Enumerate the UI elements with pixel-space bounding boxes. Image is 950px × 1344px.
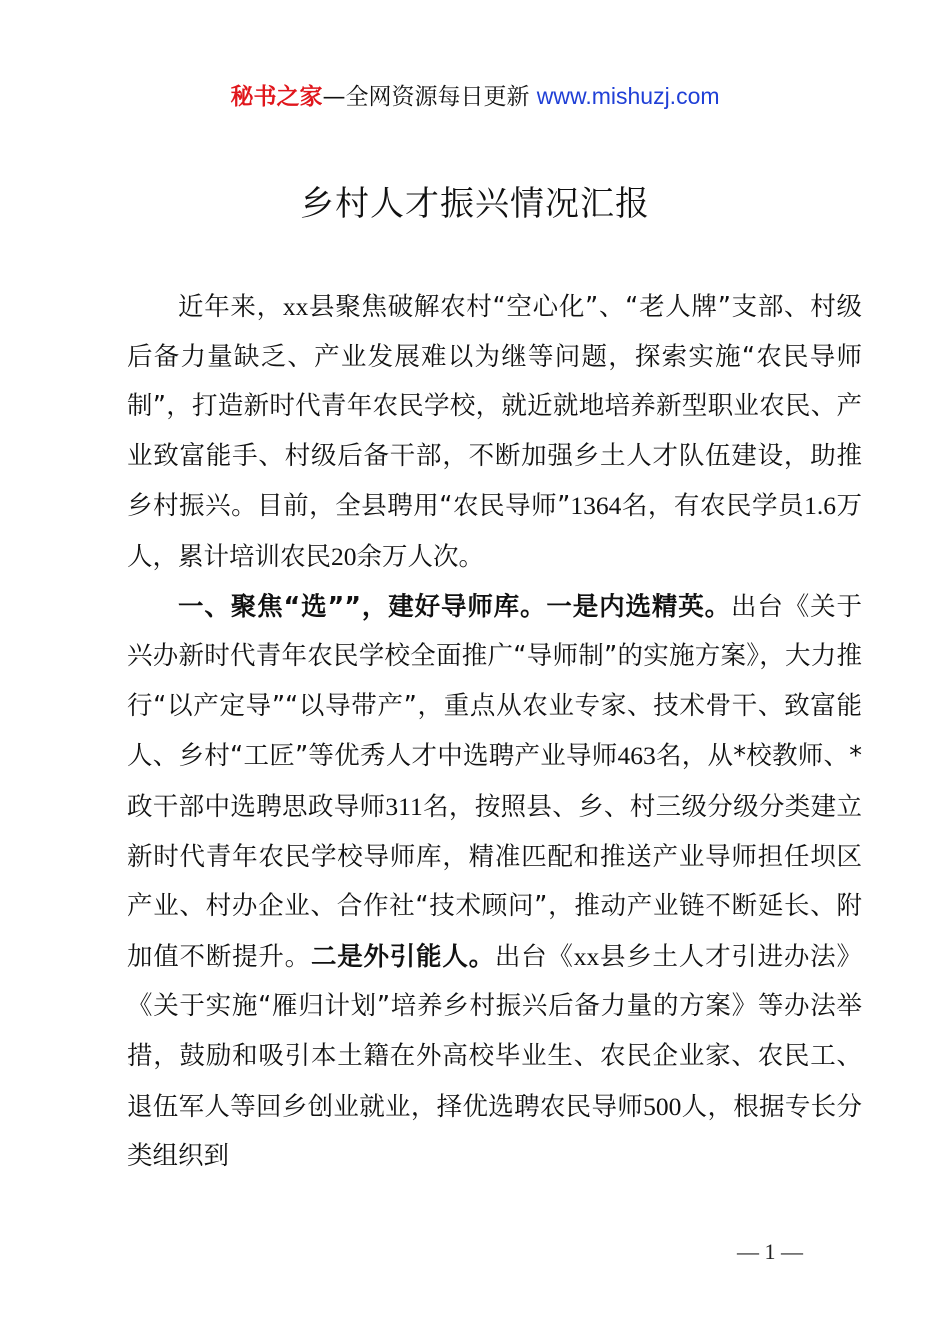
- section1-county-code: xx: [573, 941, 600, 971]
- intro-text-3: 名，有农民学员: [621, 491, 805, 522]
- intro-text-5: 余万人次。: [356, 541, 485, 572]
- intro-text-1: 近年来，: [178, 292, 283, 322]
- document-body: [127, 282, 862, 1182]
- intro-county-code: xx: [282, 292, 309, 321]
- section1-second-title: 外引能人。: [363, 941, 495, 972]
- site-url-link[interactable]: www.mishuzj.com: [536, 83, 720, 109]
- section1-industry-mentor-count: 463: [617, 741, 656, 771]
- section1-political-mentor-count: 311: [385, 791, 423, 821]
- banner-tagline: —全网资源每日更新: [322, 84, 537, 110]
- document-title: 乡村人才振兴情况汇报: [300, 184, 650, 224]
- section1-heading: 一、聚焦“选””，建好导师库。: [178, 591, 547, 622]
- brand-name: 秘书之家: [230, 84, 323, 110]
- section1-first-label: 一是: [546, 591, 600, 622]
- section1-text-3: 名，按照县、乡、村三级分级分类建立新时代青年农民学校导师库，精准匹配和推送产业导师担任坝区产业、村办企业、合作社“技术顾问”，推动产业链不断延长、附加值不断提升。: [127, 791, 862, 972]
- section1-text-4: 出台《: [494, 941, 574, 972]
- intro-mentor-count: 1364: [570, 491, 622, 521]
- intro-text-4: 万人，累计培训农民: [127, 491, 862, 572]
- section1-returnee-mentor-count: 500: [643, 1091, 682, 1121]
- intro-text-2: 县聚焦破解农村“空心化”、“老人牌”支部、村级后备力量缺乏、产业发展难以为继等问题，探索实施“农民导师制”，打造新时代青年农民学校，就近就地培养新型职业农民、产业致富能手、村级后备干部，不断加强乡土人才队伍建设，助推乡村振兴。目前，全县聘用“农民导师”: [127, 292, 862, 522]
- intro-paragraph: [127, 282, 862, 583]
- section1-text-1: 出台《关于兴办新时代青年农民学校全面推广“导师制”的实施方案》，大力推行“以产定导”“以导带产”，重点从农业专家、技术骨干、致富能人、乡村“工匠”等优秀人才中选聘产业导师: [127, 591, 862, 772]
- intro-student-count: 1.6: [804, 491, 836, 521]
- section1-first-title: 内选精英。: [599, 591, 731, 622]
- section1-text-2: 名，从*校教师、*政干部中选聘思政导师: [127, 741, 862, 822]
- site-banner: [0, 80, 950, 113]
- section1-paragraph: [127, 583, 862, 1182]
- section1-text-5: 县乡土人才引进办法》《关于实施“雁归计划”培养乡村振兴后备力量的方案》等办法举措，鼓励和吸引本土籍在外高校毕业生、农民企业家、农民工、退伍军人等回乡创业就业，择优选聘农民导师: [127, 941, 862, 1122]
- section1-second-label: 二是: [310, 941, 364, 972]
- page-number: — 1 —: [737, 1239, 803, 1264]
- section1-text-6: 人，根据专长分类组织到: [127, 1091, 862, 1172]
- intro-training-count: 20: [331, 541, 357, 571]
